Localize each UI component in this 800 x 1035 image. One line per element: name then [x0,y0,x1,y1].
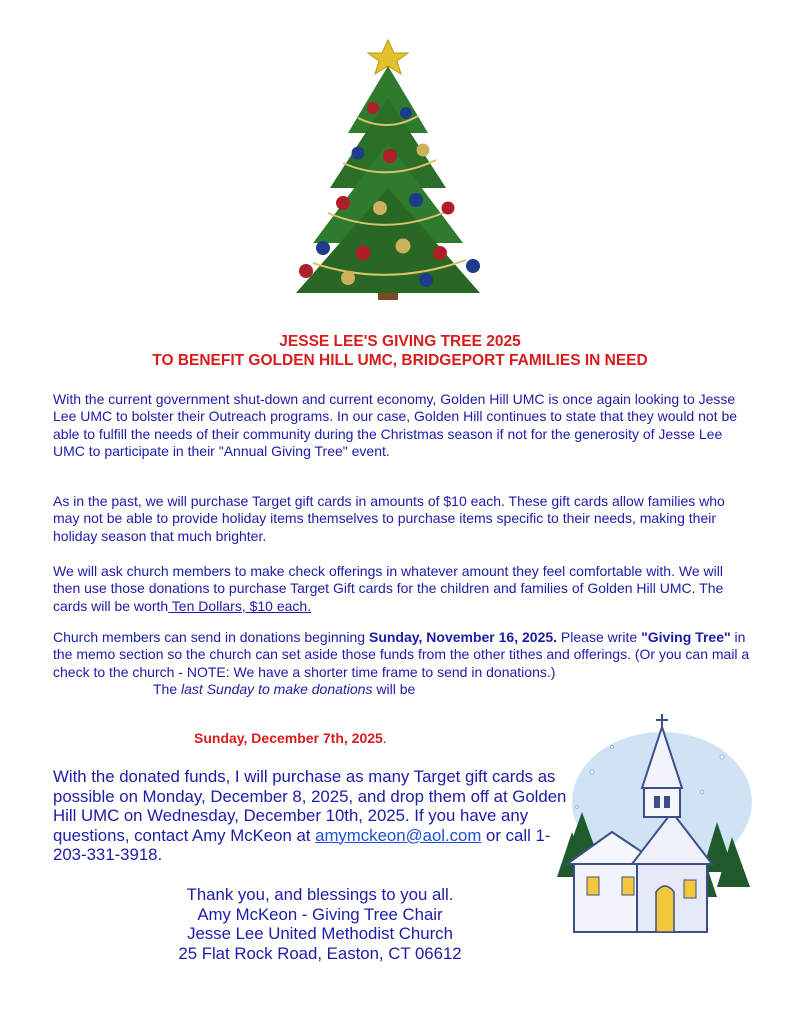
paragraph-4-last-b: will be [372,680,416,697]
paragraph-2: As in the past, we will purchase Target gift cards in amounts of $10 each. These gift cards allow families who may not be able to provide holiday items themselves to purchase items specific to their needs, making their holiday season that much brighter. [53,493,725,544]
final-date-suffix: . [382,730,387,746]
paragraph-4-text-b: Please write [557,629,642,645]
email-link[interactable]: amymckeon@aol.com [315,825,482,845]
paragraph-3-text: We will ask church members to make check offerings in whatever amount they feel comfortable with. We will then use those donations to purchase Target Gift cards for the children and families of Golden Hill UMC. The cards will be worth [53,563,724,614]
christmas-tree-icon [288,38,488,306]
paragraph-4 [53,629,753,698]
address-line: 25 Flat Rock Road, Easton, CT 06612 [178,943,462,963]
memo-label: "Giving Tree" [641,629,731,645]
last-sunday-italic: last Sunday to make donations [181,680,373,697]
church-icon [552,712,752,947]
closing-text-a: With the donated funds, I will purchase as many Target gift cards as possible on Monday, December 8, 2025, and drop them off at Golden Hill UMC on Wednesday, December 10th, 2025. If you have any questions, contact Amy McKeon at [53,767,567,845]
chair-line: Amy McKeon - Giving Tree Chair [197,904,443,924]
final-date-text: Sunday, December 7th, 2025 [194,730,383,746]
closing-paragraph [53,767,573,865]
card-value-underlined: Ten Dollars, $10 each. [168,597,312,614]
heading-line-1: JESSE LEE'S GIVING TREE 2025 [279,333,521,350]
paragraph-3 [53,563,753,615]
paragraph-1: With the current government shut-down and current economy, Golden Hill UMC is once again looking to Jesse Lee UMC to bolster their Outreach programs. In our case, Golden Hill continues to state that they would not be able to fulfill the needs of their community during the Christmas season if not for the generosity of Jesse Lee UMC to participate in their "Annual Giving Tree" event. [53,391,738,459]
heading-line-2: TO BENEFIT GOLDEN HILL UMC, BRIDGEPORT FAMILIES IN NEED [152,352,648,369]
final-donation-date [194,730,387,747]
paragraph-4-text-a: Church members can send in donations beginning [53,629,369,645]
paragraph-4-text-c: in the memo section so the church can set aside those funds from the other tithes and offerings. (Or you can mail a check to the church - NOTE: We have a shorter time frame to send in donations.) [53,629,750,680]
paragraph-4-last-a: The [153,680,182,697]
thanks-line: Thank you, and blessings to you all. [186,885,454,904]
signature-block [120,885,520,963]
church-name-line: Jesse Lee United Methodist Church [187,924,453,943]
closing-text-b: or call 1-203-331-3918. [53,825,551,864]
start-date: Sunday, November 16, 2025. [368,629,558,645]
